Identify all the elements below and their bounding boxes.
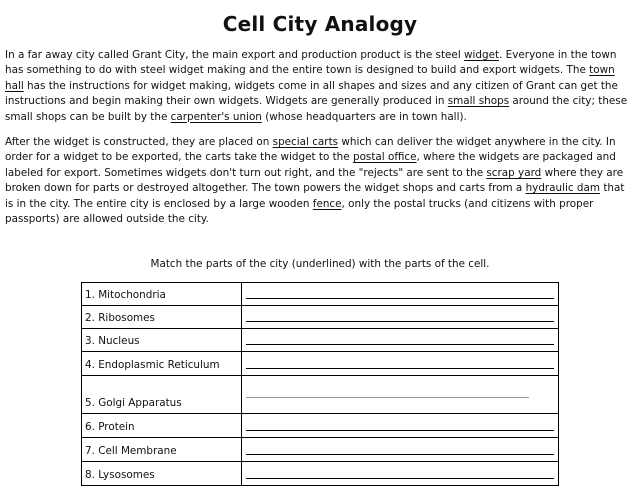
answer-line (246, 344, 554, 345)
cell-part-label: 7. Cell Membrane (82, 438, 242, 462)
cell-part-label: 3. Nucleus (82, 329, 242, 352)
city-part-term: small shops (447, 95, 510, 108)
answer-line (246, 298, 554, 299)
table-row (82, 414, 559, 438)
cell-part-label: 8. Lysosomes (82, 462, 242, 486)
city-part-term: postal office (352, 151, 417, 164)
answer-line (246, 478, 554, 479)
story-paragraph-2: After the widget is constructed, they are placed on special carts which can deliver the widget anywhere in the city. In order for a widget to be exported, the carts take the widget to the postal office, where the widgets are packaged and labeled for export. Sometimes widgets don't turn out right, and the "rejects" are sent to the scrap yard where they are broken down for parts or destroyed altogether. The town powers the widget shops and carts from a hydraulic dam that is in the city. The entire city is enclosed by a large wooden fence, only the postal trucks (and citizens with proper passports) are allowed outside the city. (5, 136, 625, 226)
table-row (82, 306, 559, 329)
cell-part-label: 4. Endoplasmic Reticulum (82, 352, 242, 376)
cell-part-label: 2. Ribosomes (82, 306, 242, 329)
answer-blank[interactable] (242, 414, 559, 438)
table-row (82, 462, 559, 486)
answer-blank[interactable] (242, 329, 559, 352)
page-title: Cell City Analogy (222, 12, 418, 36)
city-part-term: special carts (272, 136, 339, 148)
answer-blank[interactable] (242, 352, 559, 376)
answer-blank[interactable] (242, 438, 559, 462)
cell-part-label: 6. Protein (82, 414, 242, 438)
answer-line (246, 368, 554, 369)
answer-blank[interactable] (242, 376, 559, 414)
answer-line (246, 454, 554, 455)
table-row (82, 352, 559, 376)
cell-part-label: 5. Golgi Apparatus (82, 376, 242, 414)
table-row (82, 283, 559, 306)
answer-line (246, 397, 529, 398)
story-paragraph-1: In a far away city called Grant City, the main export and production product is the steel widget. Everyone in the town has something to do with steel widget making and the entire town is designed to build and export widgets. The town hall has the instructions for widget making, widgets come in all shapes and sizes and any citizen of Grant can get the instructions and begin making their own widgets. Widgets are generally produced in small shops around the city; these small shops can be built by the carpenter's union (whose headquarters are in town hall). (5, 49, 628, 123)
table-row (82, 376, 559, 414)
table-row (82, 329, 559, 352)
answer-blank[interactable] (242, 283, 559, 306)
city-part-term: town hall (5, 64, 615, 92)
city-part-term: widget (464, 49, 500, 61)
matching-table (81, 282, 559, 486)
city-part-term: scrap yard (486, 166, 542, 179)
answer-blank[interactable] (242, 306, 559, 329)
city-part-term: fence (312, 197, 342, 210)
city-part-term: hydraulic dam (525, 182, 601, 195)
city-part-term: carpenter's union (170, 110, 262, 123)
cell-part-label: 1. Mitochondria (82, 283, 242, 306)
table-row (82, 438, 559, 462)
answer-line (246, 430, 554, 431)
answer-line (246, 321, 554, 322)
match-instructions: Match the parts of the city (underlined) with the parts of the cell. (150, 258, 490, 270)
answer-blank[interactable] (242, 462, 559, 486)
